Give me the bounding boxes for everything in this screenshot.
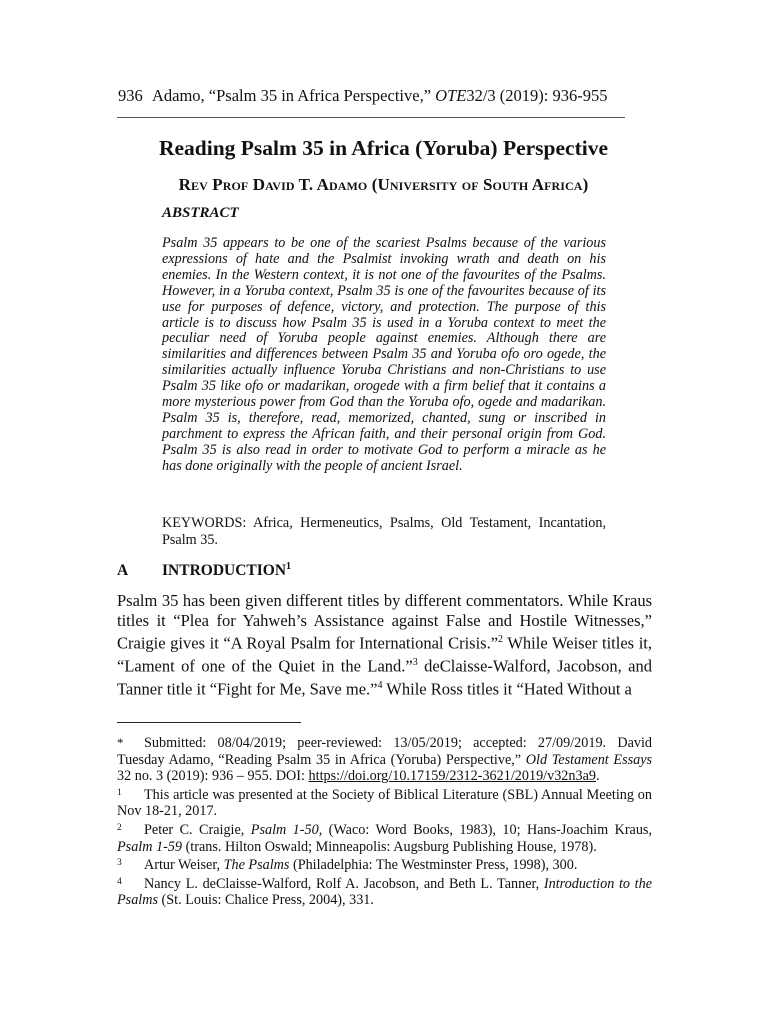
footnote-text: Submitted: 08/04/2019; peer-reviewed: 13/05/2019; accepted: 27/09/2019. David Tuesday Adamo, “Reading Psalm 35 in Africa (Yoruba) Perspective,” (117, 735, 652, 768)
footnote-text: This article was presented at the Society of Biblical Literature (SBL) Annual Meeting on Nov 18-21, 2017. (117, 786, 652, 820)
page-number: 936 (118, 86, 143, 105)
footnote-mark: 2 (117, 822, 122, 833)
footnote-star (117, 735, 652, 785)
footnote-ref[interactable]: 3 (412, 657, 418, 669)
footnote-1 (117, 785, 652, 820)
footnote-mark: 1 (117, 787, 122, 798)
footnote-ref[interactable]: 4 (377, 680, 383, 692)
footnote-book: The Psalms (223, 857, 290, 874)
running-header (118, 86, 628, 106)
footnote-ref[interactable]: 2 (498, 634, 504, 646)
footnote-4 (117, 874, 652, 909)
article-title: Reading Psalm 35 in Africa (Yoruba) Perspective (158, 136, 609, 160)
footnote-mark: 3 (117, 858, 122, 869)
header-citation-tail: 32/3 (2019): 936-955 (466, 86, 608, 105)
footnote-book: Psalm 1-59 (117, 838, 183, 855)
footnote-mark: 4 (117, 876, 122, 887)
intro-text: Psalm 35 has been given different titles by different commentators. While Kraus titles it “Plea for Yahweh’s Assistance against False and Hostile Witnesses,” Craigie gives it “A Royal Psalm for International Crisis.” (117, 591, 652, 653)
abstract-heading: ABSTRACT (162, 205, 239, 221)
abstract-text: Psalm 35 appears to be one of the scariest Psalms because of the various expressions of hate and the Psalmist invoking wrath and death on his enemies. In the Western context, it is not one of the favourites of the Psalms. However, in a Yoruba context, Psalm 35 is one of the favourites because of its use for purposes of defence, victory, and protection. The purpose of this article is to discuss how Psalm 35 is used in a Yoruba context to meet the peculiar need of Yoruba people against enemies. Although there are similarities and differences between Psalm 35 and Yoruba ofo oro ogede, the similarities actually influence Yoruba Christians and non-Christians to use Psalm 35 like ofo or madarikan, orogede with a firm belief that it contains a more mysterious power from God than the Yoruba ofo, ogede and madarikan. Psalm 35 is, therefore, read, memorized, chanted, sung or inscribed in parchment to express the African faith, and their personal origin from God. Psalm 35 is also read in order to motivate God to perform a miracle as he has done originally with the people of ancient Israel. (162, 235, 606, 474)
section-letter: A (117, 562, 129, 580)
intro-text: While Weiser titles it, “Lament of one of the Quiet in the Land.” (117, 633, 652, 676)
author-line: Rev Prof David T. Adamo (University of South Africa) (178, 175, 589, 194)
footnote-text: (St. Louis: Chalice Press, 2004), 331. (161, 892, 374, 909)
footnote-3 (117, 855, 652, 874)
footnote-text: (Philadelphia: The Westminster Press, 1998), 300. (292, 857, 578, 874)
doi-link[interactable]: https://doi.org/10.17159/2312-3621/2019/v32n3a9 (308, 768, 596, 785)
footnote-text: 32 no. 3 (2019): 936 – 955. DOI: (117, 768, 305, 785)
footnote-rule (117, 722, 301, 723)
footnote-journal: Old Testament Essays (525, 751, 653, 768)
footnote-text: (trans. Hilton Oswald; Minneapolis: Augsburg Publishing House, 1978). (185, 838, 597, 855)
footnote-book: Psalm 1-50 (250, 821, 319, 838)
intro-text: deClaisse-Walford, Jacobson, and Tanner title it “Fight for Me, Save me.” (117, 656, 652, 699)
footnote-text: Artur Weiser, (144, 857, 221, 874)
footnote-text: Nancy L. deClaisse-Walford, Rolf A. Jacobson, and Beth L. Tanner, (144, 875, 540, 892)
intro-text: While Ross titles it “Hated Without a (382, 679, 632, 699)
footnote-mark: * (117, 735, 124, 750)
section-title: INTRODUCTION (162, 562, 287, 580)
header-rule (117, 117, 625, 118)
footnote-text: Peter C. Craigie, (144, 821, 245, 838)
footnote-ref[interactable]: 1 (286, 561, 292, 572)
footnote-2 (117, 820, 652, 855)
footnotes (117, 735, 652, 909)
section-heading (117, 561, 291, 580)
keywords: KEYWORDS: Africa, Hermeneutics, Psalms, Old Testament, Incantation, Psalm 35. (162, 515, 606, 548)
header-journal: OTE (435, 86, 467, 105)
header-citation: Adamo, “Psalm 35 in Africa Perspective,” (151, 86, 432, 105)
intro-paragraph (117, 591, 652, 699)
footnote-text: . (595, 768, 600, 785)
footnote-book: Introduction to the Psalms (117, 875, 652, 909)
footnote-text: , (Waco: Word Books, 1983), 10; Hans-Joachim Kraus, (318, 821, 652, 838)
